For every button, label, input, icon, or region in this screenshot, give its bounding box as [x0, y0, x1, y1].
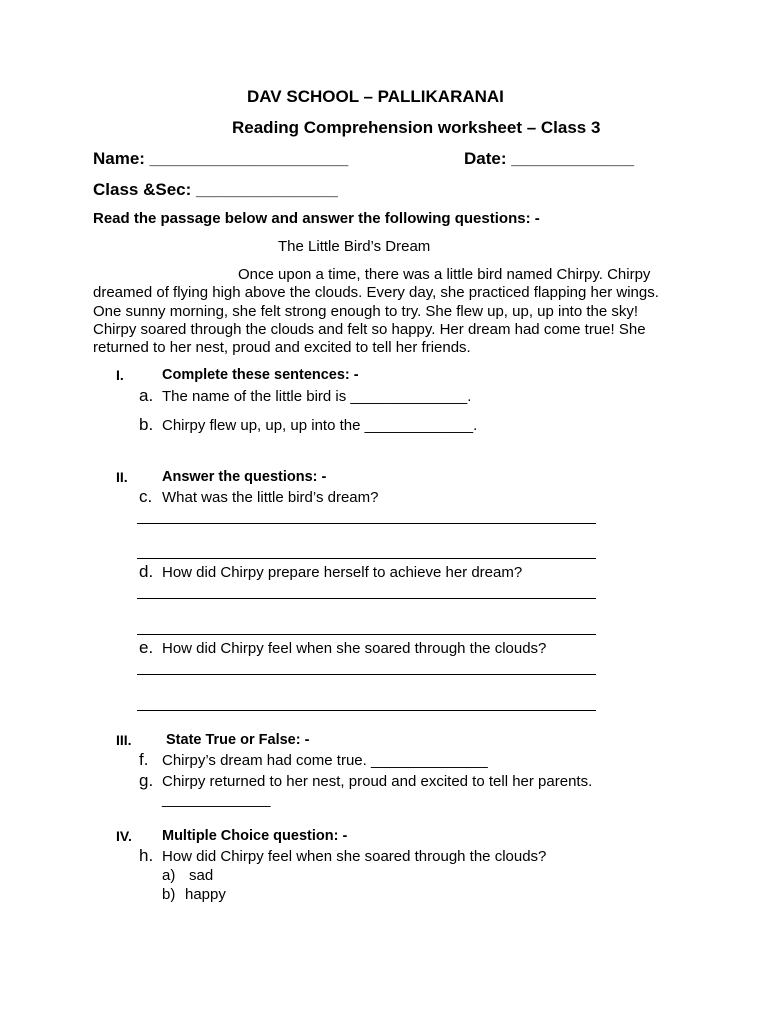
question-letter: d.	[139, 562, 154, 581]
section-numeral: III.	[116, 732, 132, 748]
question-text: Chirpy flew up, up, up into the _____________.	[162, 417, 478, 434]
option-label: a)	[162, 867, 176, 884]
school-name: DAV SCHOOL – PALLIKARANAI	[247, 87, 504, 106]
answer-line	[137, 523, 596, 524]
answer-line	[137, 634, 596, 635]
question-letter: h.	[139, 846, 154, 865]
answer-blank: _____________	[162, 791, 271, 808]
story-passage: Once upon a time, there was a little bird named Chirpy. Chirpy dreamed of flying high above the clouds. Every day, she practiced flapping her wings. One sunny morning, she felt strong enough to try. She flew up, up, up into the sky! Chirpy soared through the clouds and felt so happy. Her dream had come true! She returned to her nest, proud and excited to tell her friends.	[93, 266, 659, 357]
section-title: State True or False: -	[166, 732, 310, 748]
question-text: The name of the little bird is ______________.	[162, 388, 472, 405]
question-text: What was the little bird’s dream?	[162, 489, 379, 506]
instruction: Read the passage below and answer the following questions: -	[93, 210, 540, 227]
worksheet-title: Reading Comprehension worksheet – Class 3	[232, 118, 601, 137]
date-field: Date: _____________	[464, 149, 635, 168]
answer-line	[137, 598, 596, 599]
section-numeral: I.	[116, 367, 124, 383]
question-text: Chirpy returned to her nest, proud and excited to tell her parents.	[162, 773, 593, 790]
section-numeral: IV.	[116, 828, 132, 844]
section-numeral: II.	[116, 469, 128, 485]
question-text: How did Chirpy prepare herself to achieve her dream?	[162, 564, 523, 581]
answer-line	[137, 710, 596, 711]
option-text: sad	[189, 867, 214, 884]
option-label: b)	[162, 886, 176, 903]
name-field: Name: _____________________	[93, 149, 349, 168]
question-letter: c.	[139, 487, 153, 506]
question-text: How did Chirpy feel when she soared through the clouds?	[162, 848, 547, 865]
question-letter: a.	[139, 386, 154, 405]
answer-line	[137, 558, 596, 559]
question-letter: e.	[139, 638, 154, 657]
section-title: Multiple Choice question: -	[162, 828, 348, 844]
story-title: The Little Bird’s Dream	[278, 238, 431, 255]
section-title: Complete these sentences: -	[162, 367, 359, 383]
question-letter: f.	[139, 750, 149, 769]
answer-line	[137, 674, 596, 675]
question-letter: g.	[139, 771, 154, 790]
question-text: How did Chirpy feel when she soared through the clouds?	[162, 640, 547, 657]
option-text: happy	[185, 886, 226, 903]
question-text: Chirpy’s dream had come true. ______________	[162, 752, 488, 769]
section-title: Answer the questions: -	[162, 469, 327, 485]
class-section-field: Class &Sec: _______________	[93, 180, 338, 199]
question-letter: b.	[139, 415, 154, 434]
